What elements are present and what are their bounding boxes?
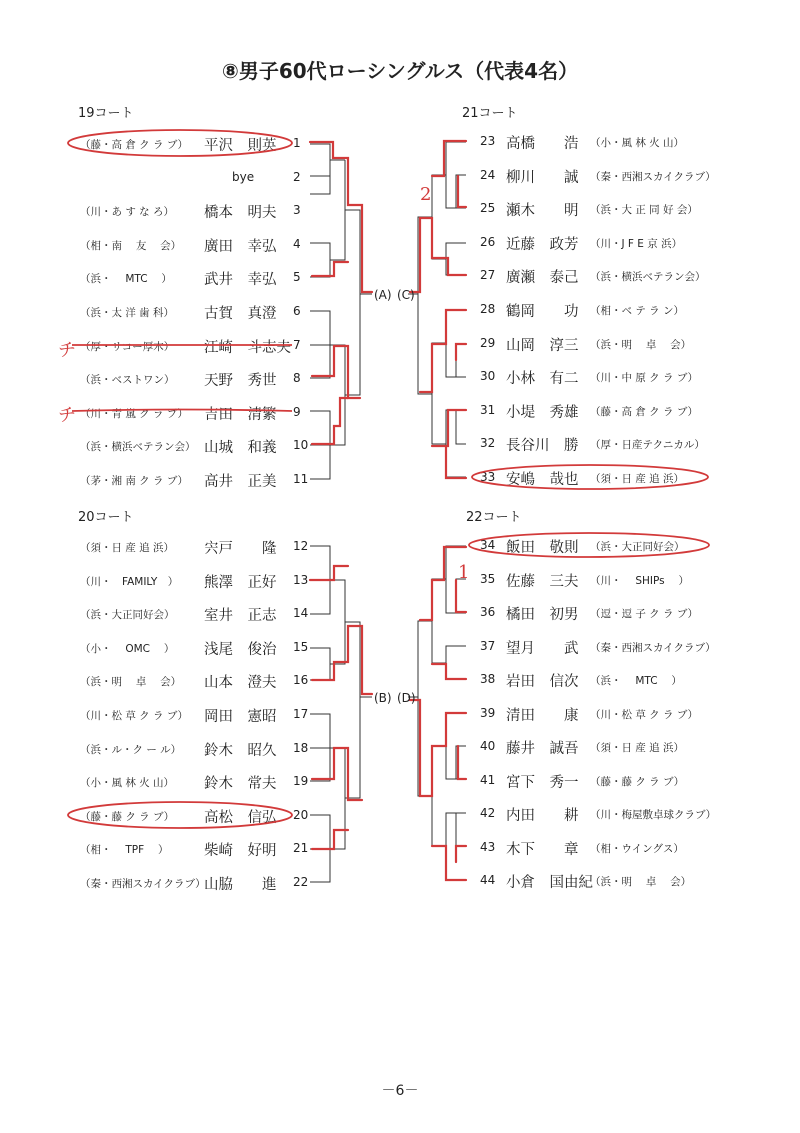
entry-name: 鶴岡 功 [506,304,579,320]
entry-number: 33 [480,470,496,484]
entry-name: 小林 有二 [506,371,579,388]
entry-name: 武井 幸弘 [204,272,277,289]
entry-number: 41 [480,772,496,787]
entry-name: 飯田 敬則 [506,540,579,556]
court-22-label: 22コート [466,510,522,525]
entry-club: （川・梅屋敷卓球クラブ） [590,809,717,821]
entry-number: 11 [293,472,309,486]
entry-club: （川・J F E 京 浜） [590,237,683,250]
entry-name: 高井 正美 [204,474,277,490]
entry-club: （小・ OMC ） [80,642,175,655]
entry-club: （浜・ベストワン） [80,374,175,387]
entry-name: 古賀 真澄 [204,306,277,322]
entry-number: 7 [293,337,301,352]
entry-number: 37 [480,638,496,653]
entry-number: 8 [293,371,301,386]
entry-number: 10 [293,438,309,453]
annotation-mark: チ [58,340,76,361]
entry-name: 吉田 清繁 [204,406,277,423]
entry-number: 22 [293,875,309,889]
entry-name: 山脇 進 [204,877,277,893]
entry-name: 橋本 明夫 [204,205,277,222]
entry-club: （浜・明 卓 会） [590,876,692,888]
entry-club: （川・あ す な ろ） [80,206,175,219]
entry-name: 室井 正志 [204,608,277,625]
entry-name: 内田 耕 [506,808,579,824]
entry-club: （浜・ MTC ） [590,675,682,687]
entry-name: 望月 武 [506,640,579,657]
entry-name: 柴崎 好明 [204,843,277,860]
entry-name: 岩田 信次 [506,674,579,690]
entry-club: （相・ベ テ ラ ン） [590,305,685,317]
entry-club: （相・ TPF ） [80,844,169,857]
entry-name: 清田 康 [506,707,579,724]
section-c-label: (C) [397,288,415,302]
entry-club: （浜・大正同好会） [590,541,685,553]
entry-number: 26 [480,234,496,249]
entry-number: 13 [293,572,309,587]
entry-name: 安嶋 哉也 [506,472,579,488]
entry-club: （浜・明 卓 会） [80,676,182,689]
entry-club: （川・中 原 ク ラ ブ） [590,372,698,385]
entry-name: 平沢 則英 [204,138,277,154]
entry-club: （茅・湘 南 ク ラ ブ） [80,475,188,487]
entry-club: （藤・藤 ク ラ ブ） [80,810,175,823]
entry-name: 天野 秀世 [204,373,277,390]
annotation-mark: チ [58,405,76,426]
entry-club: （秦・西湘スカイクラブ） [590,170,716,183]
entry-number: 9 [293,404,301,419]
entry-name: 木下 章 [506,841,579,858]
annotation-mark: 1 [458,562,470,583]
entry-number: 40 [480,739,496,753]
entry-name: 小堤 秀雄 [506,404,579,421]
entry-club: （浜・横浜ベテラン会） [80,441,196,454]
court-20-label: 20コート [78,510,134,525]
entry-number: 3 [293,203,301,218]
entry-number: 4 [293,236,301,251]
entry-name: 近藤 政芳 [506,236,579,253]
court-19-label: 19コート [78,106,134,121]
entry-number: 6 [293,304,301,318]
entry-name: 柳川 誠 [506,169,579,186]
entry-club: （川・松 草 ク ラ ブ） [590,708,698,721]
entry-name: 小倉 国由紀 [506,875,593,891]
entry-number: 12 [293,539,309,553]
entry-name: 山城 和義 [204,440,277,457]
entry-club: （秦・西湘スカイクラブ） [590,641,716,654]
entry-number: 30 [480,369,496,384]
entry-club: （浜・明 卓 会） [590,338,692,351]
entry-club: （浜・大 正 同 好 会） [590,204,698,217]
entry-number: 38 [480,672,496,686]
entry-name: 鈴木 昭久 [204,742,277,759]
entry-name: 宍戸 隆 [204,541,277,557]
entry-club: （小・風 林 火 山） [590,137,685,149]
page-number: －6－ [381,1083,419,1099]
entry-name: 佐藤 三夫 [506,573,579,590]
entry-name: 廣田 幸弘 [204,238,277,255]
entry-name: 江崎 斗志夫 [204,339,291,356]
entry-number: 20 [293,807,309,822]
entry-number: 1 [293,136,301,150]
entry-name: bye [232,169,255,184]
entry-club: （厚・日産テクニカル） [590,439,705,452]
entry-number: 25 [480,201,496,216]
entry-club: （川・ FAMILY ） [80,575,179,588]
entry-name: 藤井 誠吾 [506,741,579,757]
court-21-label: 21コート [462,106,518,121]
entry-name: 鈴木 常夫 [204,776,277,793]
entry-club: （須・日 産 追 浜） [590,742,685,754]
entry-club: （小・風 林 火 山） [80,777,175,790]
entry-name: 橘田 初男 [506,607,579,623]
entry-number: 35 [480,571,496,586]
entry-number: 29 [480,335,496,350]
annotation-mark: 2 [420,184,432,205]
entry-number: 19 [293,774,309,789]
entry-number: 15 [293,639,309,654]
entry-number: 23 [480,134,496,148]
entry-club: （秦・西湘スカイクラブ） [80,878,206,890]
entry-club: （浜・大正同好会） [80,609,175,622]
entry-name: 浅尾 俊治 [204,641,277,658]
entry-club: （相・南 友 会） [80,239,182,252]
section-b-label: (B) [374,691,392,705]
section-a-label: (A) [374,288,392,302]
entry-club: （川・青 嵐 ク ラ ブ） [80,407,188,420]
entry-club: （浜・横浜ベテラン会） [590,271,706,284]
entry-name: 山岡 淳三 [506,337,579,354]
entry-number: 21 [293,841,309,856]
entry-club: （相・ウイングス） [590,842,684,855]
entry-club: （川・松 草 ク ラ ブ） [80,710,188,722]
entry-club: （浜・太 洋 歯 科） [80,307,175,319]
entry-number: 36 [480,605,496,619]
entry-club: （川・ SHIPs ） [590,574,689,587]
entry-number: 18 [293,740,309,755]
entry-name: 長谷川 勝 [506,438,579,455]
entry-number: 31 [480,402,496,417]
section-d-label: (D) [397,691,416,705]
entry-name: 廣瀬 泰己 [506,270,579,287]
entry-number: 16 [293,673,309,688]
entry-number: 24 [480,167,496,182]
entry-club: （須・日 産 追 浜） [590,473,685,485]
entry-club: （藤・高 倉 ク ラ ブ） [590,405,698,418]
entry-name: 山本 澄夫 [204,675,277,692]
entry-number: 27 [480,268,496,283]
entry-name: 高松 信弘 [204,809,277,826]
entry-number: 2 [293,169,301,184]
entry-name: 岡田 憲昭 [204,709,277,725]
entry-name: 高橋 浩 [506,136,579,152]
entry-number: 28 [480,302,496,316]
entry-club: （須・日 産 追 浜） [80,542,175,554]
entry-name: 熊澤 正好 [204,574,277,591]
entry-number: 17 [293,707,309,721]
entry-number: 43 [480,839,496,854]
page-title: ⑧男子60代ローシングルス（代表4名） [221,59,579,83]
entry-name: 瀬木 明 [506,203,579,220]
entry-number: 32 [480,436,496,451]
entry-club: （藤・藤 ク ラ ブ） [590,775,685,788]
entry-name: 宮下 秀一 [506,774,579,791]
entry-club: （藤・高 倉 ク ラ ブ） [80,139,188,151]
entry-number: 44 [480,873,496,887]
entry-number: 42 [480,806,496,820]
entry-club: （浜・ル・ク ー ル） [80,743,182,756]
entry-club: （逗・逗 子 ク ラ ブ） [590,608,698,620]
entry-number: 14 [293,606,309,621]
entry-club: （厚・リコー厚木） [80,340,175,353]
entry-number: 39 [480,705,496,720]
entry-club: （浜・ MTC ） [80,273,172,286]
entry-number: 34 [480,538,496,552]
entry-number: 5 [293,270,301,285]
